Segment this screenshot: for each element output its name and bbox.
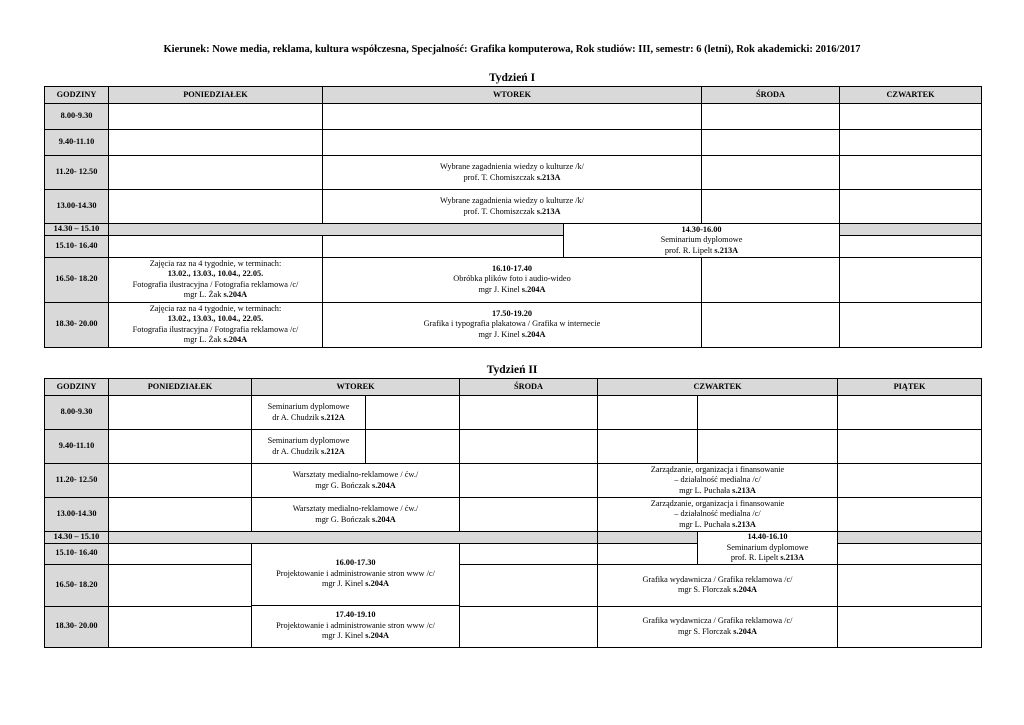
room-label: s.212A: [321, 412, 345, 422]
empty-cell: [840, 104, 982, 130]
class-time: 17.40-19.10: [335, 610, 376, 620]
time-cell: 8.00-9.30: [45, 104, 109, 130]
room-label: s.204A: [223, 290, 248, 299]
class-cell: [323, 190, 702, 224]
class-cell: [252, 543, 460, 605]
room-label: s.212A: [321, 446, 345, 456]
class-cell: [323, 302, 702, 347]
header-thursday: CZWARTEK: [598, 379, 838, 396]
empty-cell: [838, 606, 982, 647]
table-header-row: [45, 379, 982, 396]
empty-cell: [109, 464, 252, 498]
class-title: Grafika i typografia plakatowa / Grafika w internecie: [423, 319, 601, 329]
week2-title: Tydzień II: [486, 364, 538, 376]
empty-cell: [838, 543, 982, 564]
class-cell: [564, 224, 840, 258]
time-cell: 8.00-9.30: [45, 396, 109, 430]
class-cell: [252, 498, 460, 532]
empty-cell: [702, 302, 840, 347]
empty-cell: [460, 564, 598, 606]
empty-cell: [838, 430, 982, 464]
page-title: Kierunek: Nowe media, reklama, kultura współczesna, Specjalność: Grafika komputerowa, Rok studiów: III, semestr: 6 (letni), Rok akademicki: 2016/2017: [163, 44, 861, 55]
empty-cell: [838, 564, 982, 606]
class-teacher: mgr L. Żak s.204A: [183, 335, 248, 344]
empty-cell: [598, 396, 698, 430]
time-cell: 18.30- 20.00: [45, 302, 109, 347]
room-label: s.204A: [365, 579, 390, 589]
time-cell: 15.10- 16.40: [45, 235, 109, 257]
class-dates: 13.02., 13.03., 10.04., 22.05.: [167, 314, 264, 323]
class-title: Projektowanie i administrowanie stron www /c/: [276, 620, 435, 630]
week2-table: [44, 378, 982, 648]
empty-cell: [109, 104, 323, 130]
room-label: s.204A: [521, 284, 546, 294]
class-cell: [109, 257, 323, 302]
empty-cell: [840, 190, 982, 224]
empty-cell: [598, 543, 698, 564]
empty-cell: [109, 156, 323, 190]
class-teacher: mgr G. Bończak s.204A: [315, 514, 396, 524]
class-cell: [598, 564, 838, 606]
empty-cell: [460, 464, 598, 498]
empty-cell: [702, 104, 840, 130]
empty-cell: [323, 130, 702, 156]
empty-cell: [460, 498, 598, 532]
class-note: Zajęcia raz na 4 tygodnie, w terminach:: [149, 258, 282, 268]
class-title: Grafika wydawnicza / Grafika reklamowa /c/: [642, 616, 793, 625]
time-cell: 13.00-14.30: [45, 190, 109, 224]
empty-cell: [109, 498, 252, 532]
table-row: [45, 235, 982, 257]
class-cell: [252, 396, 366, 430]
table-row: [45, 156, 982, 190]
class-teacher: prof. T. Chomiszczak s.213A: [463, 206, 561, 216]
class-teacher: mgr J. Kinel s.204A: [478, 284, 546, 294]
room-label: s.213A: [732, 485, 756, 495]
empty-cell: [323, 104, 702, 130]
empty-cell: [109, 430, 252, 464]
table-row: [45, 606, 982, 647]
room-label: s.204A: [733, 626, 758, 636]
break-cell: [109, 224, 564, 236]
time-cell: 9.40-11.10: [45, 130, 109, 156]
class-cell: [598, 498, 838, 532]
class-teacher: prof. R. Lipelt s.213A: [730, 553, 805, 562]
time-cell: 11.20- 12.50: [45, 464, 109, 498]
class-teacher: mgr S. Florczak s.204A: [677, 626, 758, 636]
room-label: s.204A: [733, 585, 758, 594]
empty-cell: [109, 190, 323, 224]
empty-cell: [109, 543, 252, 564]
time-cell: 13.00-14.30: [45, 498, 109, 532]
class-cell: [598, 464, 838, 498]
class-title: Zarządzanie, organizacja i finansowanie: [650, 498, 785, 508]
empty-cell: [109, 130, 323, 156]
class-time: 16.10-17.40: [491, 263, 533, 273]
class-subtitle: – działalność medialna /c/: [674, 509, 761, 519]
week1-title: Tydzień I: [488, 72, 536, 84]
class-teacher: dr A. Chudzik s.212A: [272, 446, 345, 456]
class-title: Fotografia ilustracyjna / Fotografia reklamowa /c/: [132, 324, 299, 334]
header-monday: PONIEDZIAŁEK: [109, 379, 252, 396]
header-wednesday: ŚRODA: [460, 379, 598, 396]
class-teacher: prof. T. Chomiszczak s.213A: [463, 172, 561, 182]
time-cell: 11.20- 12.50: [45, 156, 109, 190]
class-title: Wybrane zagadnienia wiedzy o kulturze /k/: [440, 196, 584, 205]
class-teacher: mgr L. Żak s.204A: [183, 290, 248, 299]
empty-cell: [460, 543, 598, 564]
class-cell: [698, 532, 838, 565]
class-teacher: mgr S. Florczak s.204A: [677, 585, 758, 594]
empty-cell: [366, 396, 460, 430]
empty-cell: [702, 130, 840, 156]
break-cell: [598, 532, 698, 544]
class-title: Seminarium dyplomowe: [267, 436, 350, 445]
class-cell: [252, 464, 460, 498]
header-friday: PIĄTEK: [838, 379, 982, 396]
empty-cell: [840, 156, 982, 190]
table-row: [45, 224, 982, 236]
class-cell: [252, 430, 366, 464]
class-teacher: prof. R. Lipelt s.213A: [664, 245, 739, 255]
class-teacher: mgr J. Kinel s.204A: [321, 631, 390, 641]
class-time: 17.50-19.20: [491, 308, 533, 318]
empty-cell: [702, 190, 840, 224]
table-row: [45, 396, 982, 430]
empty-cell: [366, 430, 460, 464]
class-title: Warsztaty medialno-reklamowe / ćw./: [292, 504, 419, 513]
time-cell: 14.30 – 15.10: [45, 532, 109, 544]
empty-cell: [460, 430, 598, 464]
empty-cell: [698, 396, 838, 430]
empty-cell: [698, 430, 838, 464]
class-teacher: mgr G. Bończak s.204A: [315, 480, 396, 490]
room-label: s.204A: [223, 335, 248, 344]
class-title: Grafika wydawnicza / Grafika reklamowa /c/: [642, 574, 793, 584]
table-row: [45, 532, 982, 544]
time-cell: 18.30- 20.00: [45, 606, 109, 647]
class-teacher: mgr L. Puchała s.213A: [679, 485, 756, 495]
empty-cell: [840, 235, 982, 257]
empty-cell: [840, 257, 982, 302]
header-tuesday: WTOREK: [252, 379, 460, 396]
room-label: s.213A: [714, 245, 739, 255]
empty-cell: [840, 302, 982, 347]
class-title: Zarządzanie, organizacja i finansowanie: [650, 464, 785, 474]
table-header-row: [45, 87, 982, 104]
table-row: [45, 543, 982, 564]
class-teacher: dr A. Chudzik s.212A: [272, 412, 345, 422]
empty-cell: [598, 430, 698, 464]
empty-cell: [702, 257, 840, 302]
class-teacher: mgr J. Kinel s.204A: [478, 329, 546, 339]
class-title: Seminarium dyplomowe: [660, 235, 743, 244]
time-cell: 16.50- 18.20: [45, 257, 109, 302]
class-time: 14.40-16.10: [747, 532, 788, 541]
empty-cell: [838, 498, 982, 532]
table-row: [45, 130, 982, 156]
table-row: [45, 564, 982, 605]
room-label: s.213A: [732, 519, 756, 529]
class-cell: [252, 605, 460, 647]
table-row: [45, 257, 982, 302]
class-dates: 13.02., 13.03., 10.04., 22.05.: [167, 269, 264, 278]
class-title: Seminarium dyplomowe: [267, 402, 350, 411]
header-hours: GODZINY: [45, 87, 109, 104]
class-cell: [323, 257, 702, 302]
room-label: s.204A: [521, 329, 546, 339]
table-row: [45, 498, 982, 532]
table-row: [45, 104, 982, 130]
class-title: Obróbka plików foto i audio-wideo: [453, 274, 571, 284]
empty-cell: [838, 464, 982, 498]
time-cell: 15.10- 16.40: [45, 543, 109, 564]
empty-cell: [460, 606, 598, 647]
class-title: Projektowanie i administrowanie stron www /c/: [276, 568, 435, 578]
header-thursday: CZWARTEK: [840, 87, 982, 104]
class-title: Warsztaty medialno-reklamowe / ćw./: [292, 470, 419, 479]
class-cell: [109, 302, 323, 347]
room-label: s.213A: [536, 206, 561, 216]
class-teacher: mgr L. Puchała s.213A: [679, 519, 756, 529]
time-cell: 14.30 – 15.10: [45, 224, 109, 236]
empty-cell: [109, 564, 252, 606]
table-row: [45, 464, 982, 498]
class-time: 14.30-16.00: [681, 224, 722, 234]
break-cell: [109, 532, 598, 544]
empty-cell: [109, 235, 323, 257]
class-title: Wybrane zagadnienia wiedzy o kulturze /k/: [440, 162, 584, 171]
class-teacher: mgr J. Kinel s.204A: [321, 579, 390, 589]
room-label: s.213A: [536, 172, 561, 182]
header-wednesday: ŚRODA: [702, 87, 840, 104]
room-label: s.204A: [371, 514, 396, 524]
room-label: s.204A: [371, 480, 396, 490]
empty-cell: [109, 396, 252, 430]
table-row: [45, 190, 982, 224]
empty-cell: [838, 396, 982, 430]
room-label: s.204A: [365, 631, 390, 641]
week1-table: [44, 86, 982, 348]
table-row: [45, 302, 982, 347]
class-title: Seminarium dyplomowe: [726, 542, 809, 552]
class-time: 16.00-17.30: [335, 558, 376, 568]
empty-cell: [323, 235, 564, 257]
empty-cell: [109, 606, 252, 647]
table-row: [45, 430, 982, 464]
class-cell: [323, 156, 702, 190]
empty-cell: [460, 396, 598, 430]
class-cell: [598, 606, 838, 647]
class-note: Zajęcia raz na 4 tygodnie, w terminach:: [149, 303, 282, 313]
empty-cell: [840, 130, 982, 156]
room-label: s.213A: [780, 553, 805, 562]
class-subtitle: – działalność medialna /c/: [674, 475, 761, 485]
empty-cell: [702, 156, 840, 190]
header-tuesday: WTOREK: [323, 87, 702, 104]
break-cell: [840, 224, 982, 236]
time-cell: 16.50- 18.20: [45, 564, 109, 606]
break-cell: [838, 532, 982, 544]
class-title: Fotografia ilustracyjna / Fotografia reklamowa /c/: [132, 279, 299, 289]
header-monday: PONIEDZIAŁEK: [109, 87, 323, 104]
time-cell: 9.40-11.10: [45, 430, 109, 464]
header-hours: GODZINY: [45, 379, 109, 396]
